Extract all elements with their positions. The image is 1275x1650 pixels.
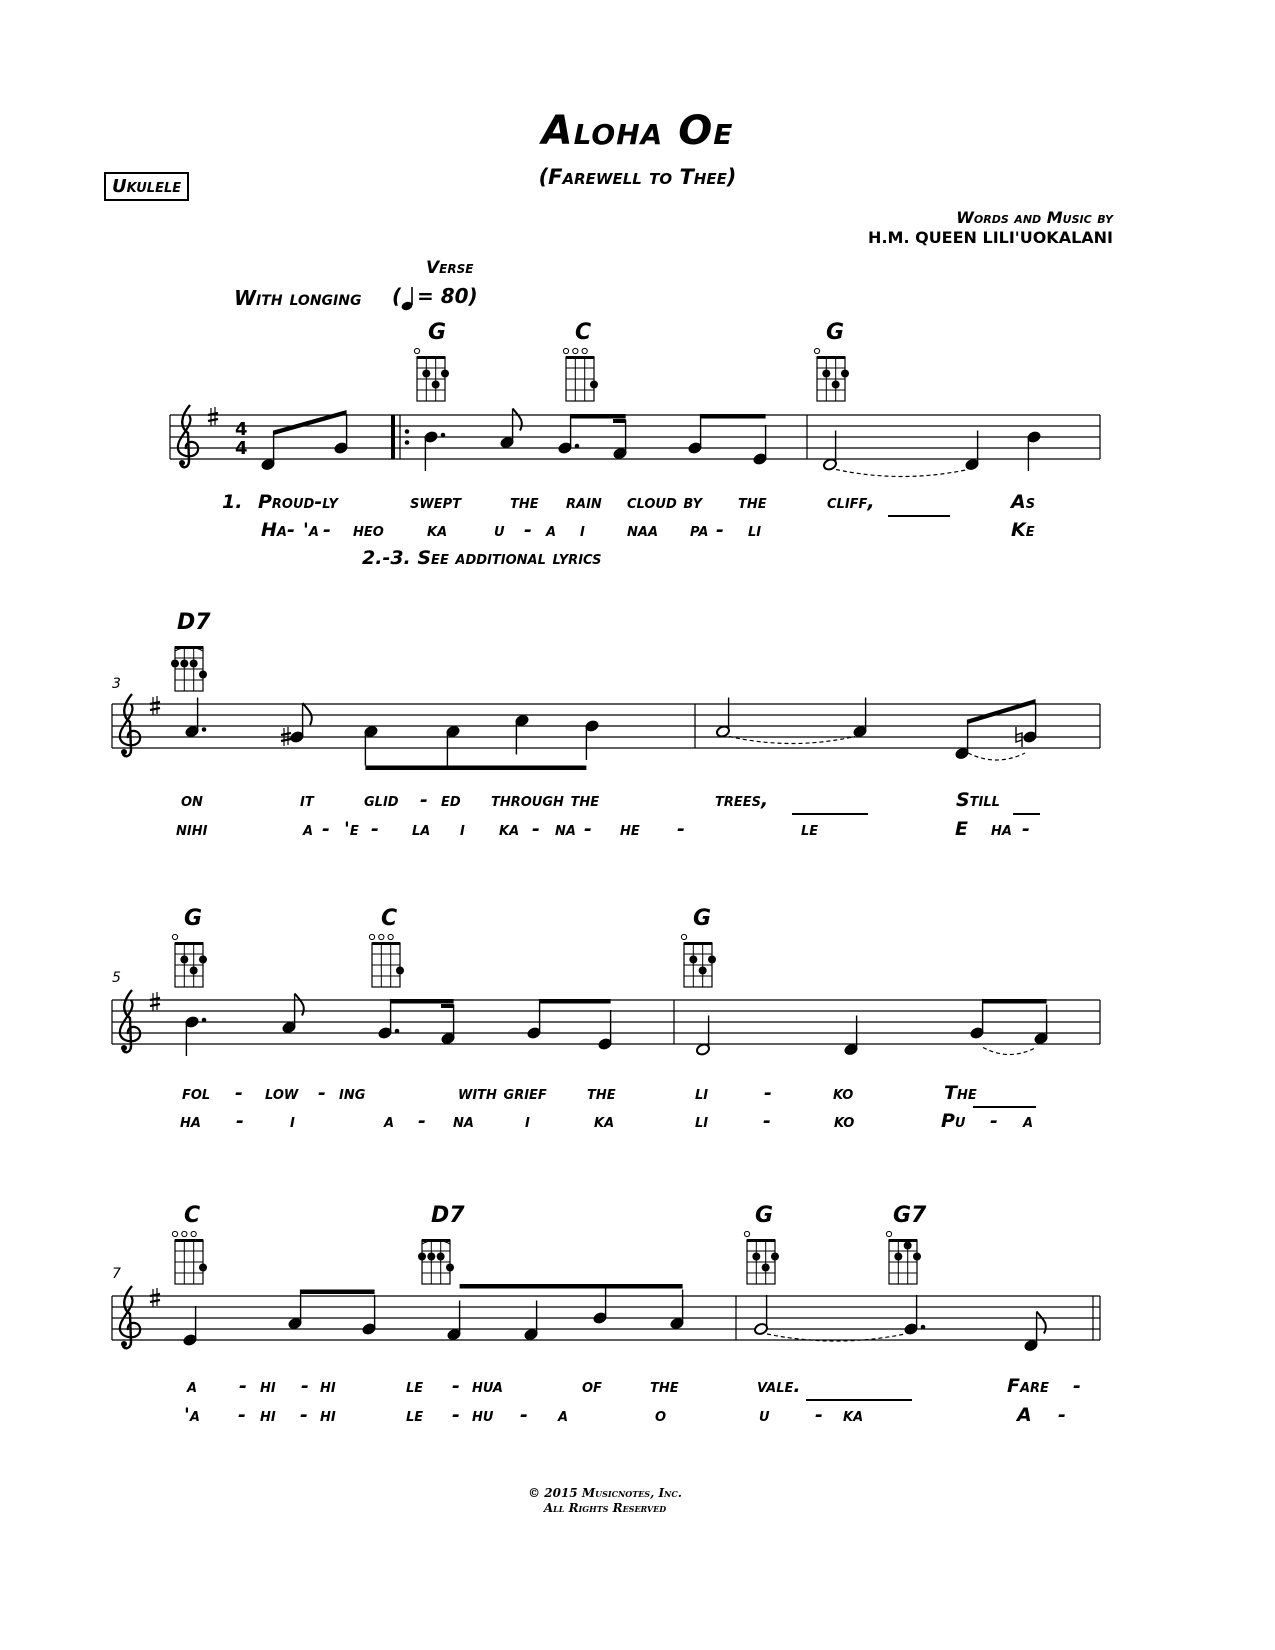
lyric-syllable: - <box>1022 818 1030 840</box>
tempo-value: = 80) <box>417 284 478 308</box>
chord-label: D7 <box>177 610 211 635</box>
lyric-syllable: on <box>181 789 203 811</box>
lyric-syllable: a <box>1023 1110 1034 1132</box>
finger-dot <box>199 956 207 964</box>
finger-dot <box>894 1253 902 1261</box>
open-string-marker <box>414 348 419 353</box>
lyric-syllable: u <box>494 519 505 541</box>
lyric-syllable: - <box>418 1110 426 1132</box>
lyric-syllable: the <box>738 491 767 513</box>
lyric-syllable: hu <box>472 1404 494 1426</box>
lyric-syllable: - <box>371 818 379 840</box>
finger-dot <box>199 671 207 679</box>
finger-dot <box>422 370 430 378</box>
lyric-syllable: Pu <box>941 1110 966 1132</box>
section-label: Verse <box>426 258 474 278</box>
beam <box>540 999 611 1004</box>
flag <box>303 703 312 725</box>
chord-label: G <box>755 1203 774 1228</box>
chord-label: G <box>428 320 447 345</box>
lyric-syllable: ing <box>339 1082 366 1104</box>
open-string-marker <box>369 934 374 939</box>
lyric-syllable: vale. <box>757 1375 801 1397</box>
flag <box>1037 1312 1046 1334</box>
lyric-syllable: Fare <box>1007 1375 1049 1397</box>
lyric-syllable: hua <box>472 1375 503 1397</box>
key-sharp-icon <box>150 1288 160 1307</box>
lyric-syllable: ka <box>594 1110 615 1132</box>
finger-dot <box>427 1253 435 1261</box>
lyric-syllable: - <box>1058 1404 1066 1426</box>
lyric-syllable: low <box>265 1082 299 1104</box>
finger-dot <box>171 660 179 668</box>
augmentation-dot <box>575 444 580 449</box>
lyric-syllable: na <box>453 1110 474 1132</box>
lyric-syllable: na <box>555 818 576 840</box>
lyric-syllable: it <box>300 789 314 811</box>
beam <box>391 999 454 1004</box>
lyric-syllable: li <box>695 1110 709 1132</box>
instrument-label: Ukulele <box>104 172 189 201</box>
lyric-syllable: ko <box>834 1110 855 1132</box>
open-string-marker <box>563 348 568 353</box>
lyric-syllable: E <box>955 818 968 840</box>
verse-number: 1. <box>222 491 243 513</box>
repeat-dot <box>405 429 410 434</box>
lyric-syllable: - <box>764 1082 772 1104</box>
chord-diagram-icon <box>417 357 445 401</box>
tie <box>968 753 1025 760</box>
lyric-syllable: u <box>759 1404 770 1426</box>
chord-diagram-icon <box>175 1240 203 1284</box>
credit-line-1: Words and Music by <box>956 208 1113 227</box>
finger-dot <box>841 370 849 378</box>
lyric-syllable: - <box>452 1404 460 1426</box>
beam <box>571 414 626 419</box>
lyric-syllable: a <box>546 519 557 541</box>
lyric-syllable: - <box>716 519 724 541</box>
lyric-syllable: - <box>323 519 331 541</box>
lyric-syllable: ed <box>441 789 461 811</box>
rights-line: All Rights Reserved <box>543 1501 667 1515</box>
copyright <box>0 1486 1210 1516</box>
finger-dot <box>913 1253 921 1261</box>
chord-diagram-icon <box>817 357 845 401</box>
chord-label: G7 <box>893 1203 927 1228</box>
augmentation-dot <box>395 1029 400 1034</box>
lyric-extender <box>792 813 868 815</box>
open-string-marker <box>814 348 819 353</box>
chord-label: G <box>184 906 203 931</box>
lyric-syllable: la <box>412 818 431 840</box>
lyric-syllable: hi <box>260 1375 276 1397</box>
treble-clef-icon <box>120 1286 140 1348</box>
lyric-syllable: - <box>532 818 540 840</box>
lyric-syllable: As <box>1011 491 1036 513</box>
lyric-syllable: of <box>582 1375 602 1397</box>
lyric-syllable: a <box>558 1404 569 1426</box>
open-string-marker <box>191 1231 196 1236</box>
lyric-syllable: swept <box>410 491 461 513</box>
lyric-syllable: a <box>187 1375 198 1397</box>
lyric-syllable: 'a <box>184 1404 200 1426</box>
tempo-open: ( <box>392 284 402 308</box>
lyric-syllable: glid <box>364 789 399 811</box>
finger-dot <box>904 1242 912 1250</box>
additional-lyrics-note: 2.-3. See additional lyrics <box>362 547 602 569</box>
lyric-syllable: ha <box>180 1110 201 1132</box>
treble-clef-icon <box>178 405 198 467</box>
lyric-syllable: pa <box>690 519 709 541</box>
finger-dot <box>708 956 716 964</box>
key-sharp-icon <box>150 696 160 715</box>
lyric-syllable: The <box>944 1082 977 1104</box>
chord-label: C <box>381 906 398 931</box>
lyric-syllable: Ha <box>261 519 287 541</box>
beam <box>701 414 766 419</box>
finger-dot <box>180 956 188 964</box>
open-string-marker <box>744 1231 749 1236</box>
lyric-syllable: i <box>290 1110 295 1132</box>
lyric-syllable: nihi <box>176 818 208 840</box>
lyric-syllable: - <box>452 1375 460 1397</box>
song-title: Aloha Oe <box>541 108 734 154</box>
chord-diagram-icon <box>566 357 594 401</box>
finger-dot <box>441 370 449 378</box>
lyric-syllable: the <box>587 1082 616 1104</box>
finger-dot <box>190 967 198 975</box>
lyric-syllable: A <box>1017 1404 1032 1426</box>
lyric-syllable: - <box>815 1404 823 1426</box>
lyric-syllable: - <box>1073 1375 1081 1397</box>
credit-line-2: H.M. QUEEN LILI'UOKALANI <box>868 228 1113 247</box>
lyric-syllable: le <box>406 1404 424 1426</box>
lyric-syllable: hi <box>320 1375 336 1397</box>
tempo-text: With longing <box>234 286 362 310</box>
finger-dot <box>418 1253 426 1261</box>
lyric-extender <box>806 1399 912 1401</box>
lyric-syllable: li <box>748 519 762 541</box>
finger-dot <box>771 1253 779 1261</box>
open-string-marker <box>182 1231 187 1236</box>
lyric-extender <box>888 515 950 517</box>
lyric-syllable: i <box>525 1110 530 1132</box>
lyric-syllable: the <box>650 1375 679 1397</box>
lyric-syllable: - <box>287 519 295 541</box>
lyric-syllable: - <box>238 1404 246 1426</box>
finger-dot <box>190 660 198 668</box>
lyric-syllable: trees, <box>715 789 769 811</box>
measure-number: 5 <box>112 970 121 986</box>
lyric-syllable: cliff, <box>827 491 875 513</box>
flag <box>513 409 522 431</box>
lyric-syllable: - <box>763 1110 771 1132</box>
finger-dot <box>396 967 404 975</box>
lyric-syllable: - <box>584 818 592 840</box>
measure-number: 3 <box>112 676 121 692</box>
lyric-syllable: naa <box>627 519 659 541</box>
beam <box>968 699 1036 724</box>
chord-diagram-icon <box>889 1240 917 1284</box>
measure-number: 7 <box>112 1266 121 1282</box>
lyric-syllable: - <box>990 1110 998 1132</box>
lyric-syllable: i <box>580 519 585 541</box>
lyric-syllable: a <box>384 1110 395 1132</box>
finger-dot <box>832 381 840 389</box>
chord-diagram-icon <box>175 647 203 691</box>
chord-diagram-icon <box>175 943 203 987</box>
lyric-syllable: - <box>524 519 532 541</box>
open-string-marker <box>379 934 384 939</box>
chord-label: D7 <box>431 1203 465 1228</box>
finger-dot <box>180 660 188 668</box>
lyric-syllable: a <box>303 818 314 840</box>
finger-dot <box>822 370 830 378</box>
lyric-syllable: Proud-ly <box>258 491 338 513</box>
beam <box>460 1284 683 1289</box>
finger-dot <box>437 1253 445 1261</box>
copyright-line: © 2015 Musicnotes, Inc. <box>528 1486 682 1500</box>
lyric-syllable: hi <box>260 1404 276 1426</box>
time-signature-bottom: 4 <box>235 438 248 459</box>
lyric-syllable: cloud by <box>627 491 702 513</box>
beam <box>983 999 1047 1004</box>
lyric-syllable: Still <box>956 789 1000 811</box>
finger-dot <box>432 381 440 389</box>
song-subtitle: (Farewell to Thee) <box>538 165 737 189</box>
beam <box>301 1290 375 1295</box>
finger-dot <box>446 1264 454 1272</box>
treble-clef-icon <box>120 990 140 1052</box>
lyric-syllable: ka <box>843 1404 864 1426</box>
lyric-syllable: Ke <box>1011 519 1035 541</box>
lyric-syllable: hi <box>320 1404 336 1426</box>
lyric-syllable: - <box>300 1404 308 1426</box>
chord-label: G <box>693 906 712 931</box>
lyric-syllable: ka <box>499 818 520 840</box>
lyric-syllable: - <box>322 818 330 840</box>
augmentation-dot <box>202 1018 207 1023</box>
open-string-marker <box>573 348 578 353</box>
treble-clef-icon <box>120 694 140 756</box>
lyric-syllable: - <box>677 818 685 840</box>
finger-dot <box>762 1264 770 1272</box>
lyric-syllable: o <box>655 1404 667 1426</box>
lyric-syllable: i <box>460 818 465 840</box>
lyric-syllable: heo <box>353 519 384 541</box>
finger-dot <box>689 956 697 964</box>
open-string-marker <box>886 1231 891 1236</box>
chord-label: C <box>184 1203 201 1228</box>
lyric-syllable: - <box>520 1404 528 1426</box>
key-sharp-icon <box>208 407 218 426</box>
chord-diagram-icon <box>684 943 712 987</box>
chord-label: C <box>575 320 592 345</box>
finger-dot <box>590 381 598 389</box>
lyric-extender <box>973 1106 1036 1108</box>
lyric-syllable: rain <box>566 491 602 513</box>
open-string-marker <box>172 934 177 939</box>
lyric-syllable: - <box>420 789 428 811</box>
beam <box>365 766 586 771</box>
repeat-dot <box>405 440 410 445</box>
flag <box>295 994 304 1016</box>
chord-diagram-icon <box>747 1240 775 1284</box>
lyric-syllable: - <box>318 1082 326 1104</box>
lyric-syllable: - <box>301 1375 309 1397</box>
lyric-syllable: he <box>620 818 640 840</box>
lyric-extender <box>1013 813 1040 815</box>
chord-diagram-icon <box>372 943 400 987</box>
beam <box>274 410 347 435</box>
lyric-syllable: - <box>236 1110 244 1132</box>
finger-dot <box>199 1264 207 1272</box>
open-string-marker <box>388 934 393 939</box>
chord-label: G <box>826 320 845 345</box>
time-signature-top: 4 <box>235 419 248 440</box>
key-sharp-icon <box>150 992 160 1011</box>
chord-diagram-icon <box>422 1240 450 1284</box>
tie <box>983 1048 1036 1055</box>
lyric-syllable: ko <box>833 1082 854 1104</box>
lyric-syllable: through the <box>491 789 600 811</box>
lyric-syllable: 'a <box>303 519 319 541</box>
augmentation-dot <box>441 433 446 438</box>
augmentation-dot <box>202 727 207 732</box>
open-string-marker <box>582 348 587 353</box>
lyric-syllable: - <box>239 1375 247 1397</box>
open-string-marker <box>172 1231 177 1236</box>
augmentation-dot <box>921 1325 926 1330</box>
open-string-marker <box>681 934 686 939</box>
finger-dot <box>699 967 707 975</box>
tie <box>836 470 968 477</box>
lyric-syllable: - <box>235 1082 243 1104</box>
finger-dot <box>752 1253 760 1261</box>
lyric-syllable: with grief <box>458 1082 547 1104</box>
lyric-syllable: 'e <box>344 818 359 840</box>
lyric-syllable: the <box>510 491 539 513</box>
lyric-syllable: fol <box>182 1082 211 1104</box>
lyric-syllable: ha <box>991 818 1012 840</box>
lyric-syllable: le <box>801 818 819 840</box>
lyric-syllable: ka <box>427 519 448 541</box>
lyric-syllable: li <box>695 1082 709 1104</box>
lyric-syllable: le <box>406 1375 424 1397</box>
